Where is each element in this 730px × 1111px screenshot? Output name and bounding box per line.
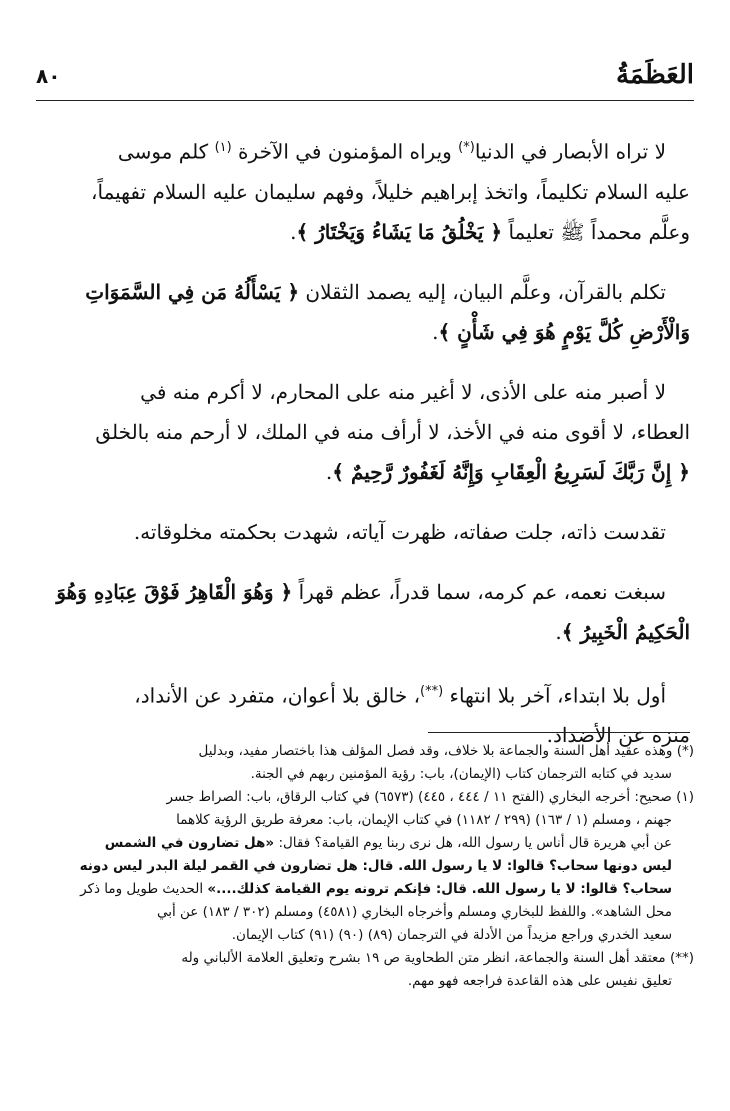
paragraph: [36, 272, 690, 352]
text-line: الْحَكِيمُ الْخَبِيرُ ﴾.: [555, 619, 690, 644]
footnote-line: (*) وهذه عقيد أهل السنة والجماعة بلا خلاف، وقد فصل المؤلف هذا باختصار مفيد، وبدليل: [198, 743, 694, 759]
text-line: أول بلا ابتداء، آخر بلا انتهاء (**)، خالق بلا أعوان، متفرد عن الأنداد،: [134, 683, 666, 708]
footnote-line: (١) صحيح: أخرجه البخاري (الفتح ١١ / ٤٤٤ ، ٤٤٥) (٦٥٧٣) في كتاب الرقاق، باب: الصراط جسر: [166, 789, 694, 805]
text-line: ﴿ إِنَّ رَبَّكَ لَسَرِيعُ الْعِقَابِ وَإِنَّهُ لَغَفُورٌ رَّحِيمٌ ﴾.: [325, 459, 690, 484]
quran-verse: ﴿ يَسْأَلُهُ مَن فِي السَّمَوَاتِ: [85, 279, 300, 304]
footnote-ref[interactable]: (١): [214, 140, 232, 155]
header-divider: [36, 100, 694, 101]
paragraph: [36, 572, 690, 652]
footnote-line: ليس دونها سحاب؟ قالوا: لا يا رسول الله. قال: هل تضارون في القمر ليلة البدر ليس دونه: [79, 858, 672, 874]
footnote-line: سحاب؟ قالوا: لا يا رسول الله. قال: فإنكم ترونه يوم القيامة كذلك....» الحديث طويل وما ذكر: [80, 881, 672, 897]
quran-verse: الْحَكِيمُ الْخَبِيرُ ﴾: [561, 619, 690, 644]
footnotes: [36, 740, 694, 993]
text-line: لا تراه الأبصار في الدنيا(*) ويراه المؤمنون في الآخرة $^{(١)}$ كلم موسى: [117, 139, 666, 164]
text-line: وعلَّم محمداً ﷺ تعليماً ﴿ يَخْلُقُ مَا يَشَاءُ وَيَخْتَارُ ﴾.: [290, 219, 690, 244]
running-title: العَظَمَةُ: [616, 60, 694, 90]
footnote-mark: (*): [676, 743, 694, 759]
footnote: [36, 786, 694, 947]
text-line: منزه عن الأضداد.: [546, 723, 690, 748]
footnote: [36, 947, 694, 993]
running-header: [36, 60, 694, 100]
quran-verse: وَالْأَرْضِ كُلَّ يَوْمٍ هُوَ فِي شَأْنٍ ﴾: [438, 319, 690, 344]
quran-verse: ﴿ يَخْلُقُ مَا يَشَاءُ وَيَخْتَارُ ﴾: [296, 219, 503, 244]
footnote-line: سعيد الخدري وراجع مزيداً من الأدلة في الترجمان (٨٩) (٩٠) (٩١) كتاب الإيمان.: [231, 927, 672, 943]
quran-verse: ﴿ إِنَّ رَبَّكَ لَسَرِيعُ الْعِقَابِ وَإِنَّهُ لَغَفُورٌ رَّحِيمٌ ﴾: [332, 459, 690, 484]
page-number: ٨٠: [36, 64, 61, 88]
paragraph: [36, 512, 690, 552]
footnote-line: تعليق نفيس على هذه القاعدة فراجعه فهو مهم.: [407, 973, 672, 989]
footnote-line: محل الشاهد». واللفظ للبخاري ومسلم وأخرجاه البخاري (٤٥٨١) ومسلم (٣٠٢ / ١٨٣) عن أبي: [156, 904, 672, 920]
text-line: سبغت نعمه، عم كرمه، سما قدراً، عظم قهراً ﴿ وَهُوَ الْقَاهِرُ فَوْقَ عِبَادِهِ وَهُوَ: [56, 579, 666, 604]
text-line: تكلم بالقرآن، وعلَّم البيان، إليه يصمد الثقلان ﴿ يَسْأَلُهُ مَن فِي السَّمَوَاتِ: [85, 279, 666, 304]
footnote-line: جهنم ، ومسلم (١ / ١٦٣) (٢٩٩ / ١١٨٢) في كتاب الإيمان، باب: معرفة طريق الرؤية كلاهما: [176, 812, 672, 828]
text-line: لا أصبر منه على الأذى، لا أغير منه على المحارم، لا أكرم منه في: [140, 379, 666, 404]
footnote-ref[interactable]: (*): [458, 140, 475, 155]
footnote-ref[interactable]: (**): [420, 683, 444, 699]
main-text: [36, 128, 690, 775]
text-line: تقدست ذاته، جلت صفاته، ظهرت آياته، شهدت بحكمته مخلوقاته.: [133, 519, 666, 544]
footnote-line: عن أبي هريرة قال أناس يا رسول الله، هل نرى ربنا يوم القيامة؟ فقال: «هل تضارون في الشمس: [104, 835, 672, 851]
quran-verse: ﴿ وَهُوَ الْقَاهِرُ فَوْقَ عِبَادِهِ وَهُوَ: [56, 579, 293, 604]
footnote-line: سديد في كتابه الترجمان كتاب (الإيمان)، باب: رؤية المؤمنين ربهم في الجنة.: [250, 766, 672, 782]
footnote: [36, 740, 694, 786]
text-line: العطاء، لا أقوى منه في الأخذ، لا أرأف منه في الملك، لا أرحم منه بالخلق: [95, 419, 690, 444]
footnote-line: (**) معتقد أهل السنة والجماعة، انظر متن الطحاوية ص ١٩ بشرح وتعليق العلامة الألباني وله: [181, 950, 694, 966]
text-line: وَالْأَرْضِ كُلَّ يَوْمٍ هُوَ فِي شَأْنٍ ﴾.: [432, 319, 690, 344]
footnote-mark: (١): [676, 789, 694, 805]
footnote-mark: (**): [669, 950, 694, 966]
paragraph: [36, 372, 690, 492]
text-line: عليه السلام تكليماً، واتخذ إبراهيم خليلاً، وفهم سليمان عليه السلام تفهيماً،: [91, 179, 690, 204]
footnote-divider: [428, 732, 690, 733]
paragraph: [36, 128, 690, 252]
